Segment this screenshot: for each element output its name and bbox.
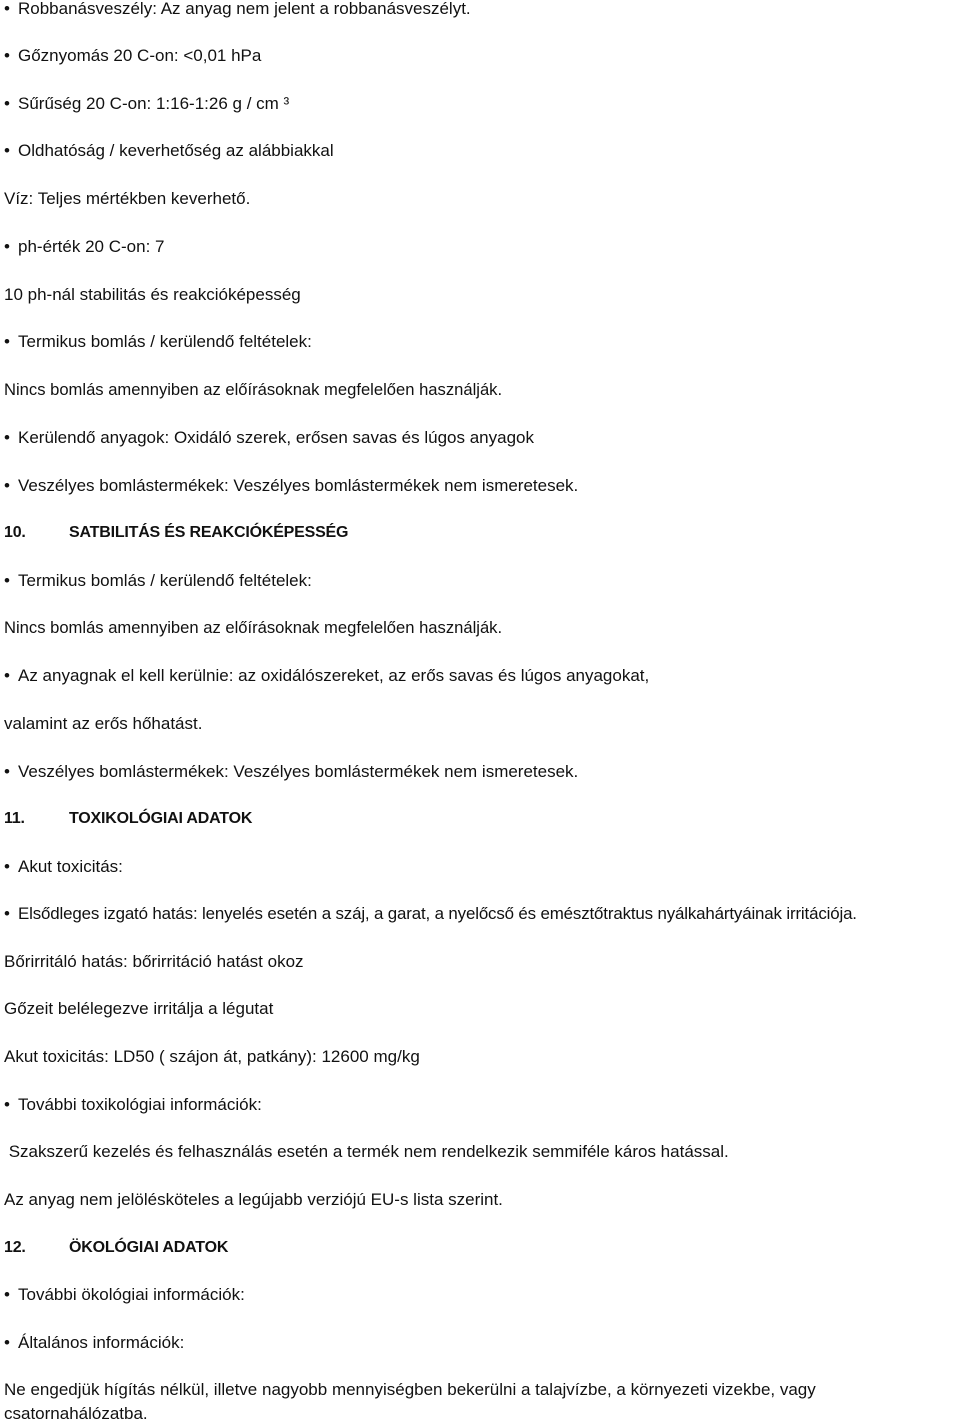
bullet-general-information: • Általános információk: <box>4 1331 960 1355</box>
skin-irritation-note: Bőrirritáló hatás: bőrirritáció hatást okoz <box>4 952 304 971</box>
heat-avoidance-note: valamint az erős hőhatást. <box>4 714 203 733</box>
bullet-acute-toxicity: • Akut toxicitás: <box>4 855 960 879</box>
bullet-substances-to-avoid: • Az anyagnak el kell kerülnie: az oxidálószereket, az erős savas és lúgos anyagokat, <box>4 664 960 688</box>
section-title: SATBILITÁS ÉS REAKCIÓKÉPESSÉG <box>69 524 349 541</box>
bullet-hazardous-products: • Veszélyes bomlástermékek: Veszélyes bomlástermékek nem ismeretesek. <box>4 474 960 498</box>
acute-toxicity-ld50: Akut toxicitás: LD50 ( szájon át, patkány): 12600 mg/kg <box>4 1047 420 1066</box>
bullet-explosion-hazard: • Robbanásveszély: Az anyag nem jelent a robbanásveszélyt. <box>4 0 960 21</box>
bullet-solubility: • Oldhatóság / keverhetőség az alábbiakkal <box>4 139 960 163</box>
bullet-ph-value: • ph-érték 20 C-on: 7 <box>4 235 960 259</box>
stability-note: 10 ph-nál stabilitás és reakcióképesség <box>4 285 301 304</box>
section-number: 11. <box>4 810 25 827</box>
bullet-hazardous-products-2: • Veszélyes bomlástermékek: Veszélyes bomlástermékek nem ismeretesek. <box>4 760 960 784</box>
section-number: 12. <box>4 1239 26 1256</box>
bullet-materials-to-avoid: • Kerülendő anyagok: Oxidáló szerek, erősen savas és lúgos anyagok <box>4 426 960 450</box>
section-title: TOXIKOLÓGIAI ADATOK <box>69 810 253 827</box>
bullet-thermal-decomposition: • Termikus bomlás / kerülendő feltételek: <box>4 330 960 354</box>
bullet-further-toxicology: • További toxikológiai információk: <box>4 1093 960 1117</box>
no-decomposition-note-2: Nincs bomlás amennyiben az előírásoknak megfelelően használják. <box>4 618 503 637</box>
no-decomposition-note: Nincs bomlás amennyiben az előírásoknak megfelelően használják. <box>4 380 503 399</box>
eu-labelling-note: Az anyag nem jelölésköteles a legújabb verziójú EU-s lista szerint. <box>4 1190 503 1209</box>
section-heading-10 <box>4 521 960 545</box>
safe-handling-note: Szakszerű kezelés és felhasználás esetén a termék nem rendelkezik semmiféle káros hatással. <box>4 1142 729 1161</box>
water-miscibility: Víz: Teljes mértékben keverhető. <box>4 189 251 208</box>
section-title: ÖKOLÓGIAI ADATOK <box>69 1239 229 1256</box>
section-number: 10. <box>4 524 26 541</box>
groundwater-warning: Ne engedjük hígítás nélkül, illetve nagyobb mennyiségben bekerülni a talajvízbe, a környezeti vizekbe, vagy csatornahálózatba. <box>4 1380 816 1423</box>
bullet-thermal-decomposition-2: • Termikus bomlás / kerülendő feltételek: <box>4 569 960 593</box>
bullet-density: • Sűrűség 20 C-on: 1:16-1:26 g / cm ³ <box>4 92 960 116</box>
section-heading-12 <box>4 1236 960 1260</box>
section-heading-11 <box>4 807 960 831</box>
bullet-further-ecology: • További ökológiai információk: <box>4 1283 960 1307</box>
bullet-vapour-pressure: • Gőznyomás 20 C-on: <0,01 hPa <box>4 44 960 68</box>
bullet-primary-irritant-effect: • Elsődleges izgató hatás: lenyelés esetén a száj, a garat, a nyelőcső és emésztőtraktus nyálkahártyáinak irritációja. <box>4 902 960 926</box>
respiratory-irritation-note: Gőzeit belélegezve irritálja a légutat <box>4 999 274 1018</box>
